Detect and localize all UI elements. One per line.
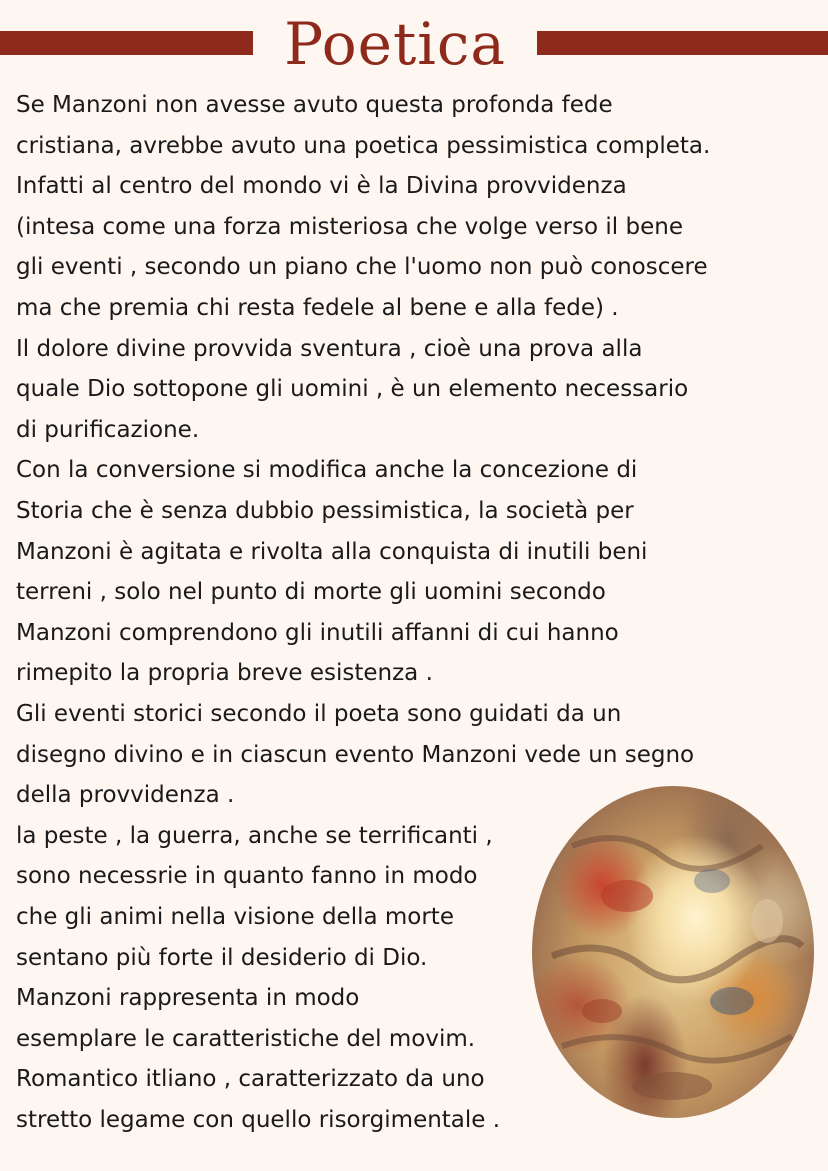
text-line: Manzoni comprendono gli inutili affanni di cui hanno <box>16 619 619 646</box>
text-line: Romantico itliano , caratterizzato da uno <box>16 1066 485 1093</box>
text-line: Storia che è senza dubbio pessimistica, la società per <box>16 498 634 524</box>
text-line: sono necessrie in quanto fanno in modo <box>16 863 478 890</box>
text-line: esemplare le caratteristiche del movim. <box>16 1025 476 1052</box>
text-line: ma che premia chi resta fedele al bene e alla fede) . <box>16 295 619 321</box>
text-line: Infatti al centro del mondo vi è la Divina provvidenza <box>16 173 627 200</box>
page-title: Poetica <box>284 10 506 78</box>
text-line: della provvidenza . <box>16 782 235 809</box>
painting-detail <box>532 786 814 1118</box>
text-line: Gli eventi storici secondo il poeta sono guidati da un <box>16 701 622 727</box>
text-line: (intesa come una forza misteriosa che volge verso il bene <box>16 213 683 240</box>
text-line: che gli animi nella visione della morte <box>16 904 454 930</box>
text-line: Il dolore divine provvida sventura , cioè una prova alla <box>16 335 643 362</box>
text-line: quale Dio sottopone gli uomini , è un elemento necessario <box>16 376 689 403</box>
text-line: la peste , la guerra, anche se terrificanti , <box>16 822 493 849</box>
baroque-ceiling-painting <box>532 786 814 1118</box>
text-line: Manzoni rappresenta in modo <box>16 985 360 1012</box>
text-line: gli eventi , secondo un piano che l'uomo non può conoscere <box>16 254 708 281</box>
text-line: terreni , solo nel punto di morte gli uomini secondo <box>16 579 606 606</box>
text-line: disegno divino e in ciascun evento Manzoni vede un segno <box>16 741 695 768</box>
title-bar-left <box>0 31 253 55</box>
text-line: stretto legame con quello risorgimentale . <box>16 1107 501 1133</box>
text-line: cristiana, avrebbe avuto una poetica pessimistica completa. <box>16 132 711 159</box>
text-line: Se Manzoni non avesse avuto questa profonda fede <box>16 92 613 118</box>
page-header <box>0 0 828 90</box>
text-line: Manzoni è agitata e rivolta alla conquista di inutili beni <box>16 538 648 565</box>
text-line: di purificazione. <box>16 416 200 443</box>
title-bar-right <box>537 31 828 55</box>
text-line: Con la conversione si modifica anche la concezione di <box>16 457 638 484</box>
text-line: sentano più forte il desiderio di Dio. <box>16 944 428 971</box>
text-line: rimepito la propria breve esistenza . <box>16 660 433 687</box>
